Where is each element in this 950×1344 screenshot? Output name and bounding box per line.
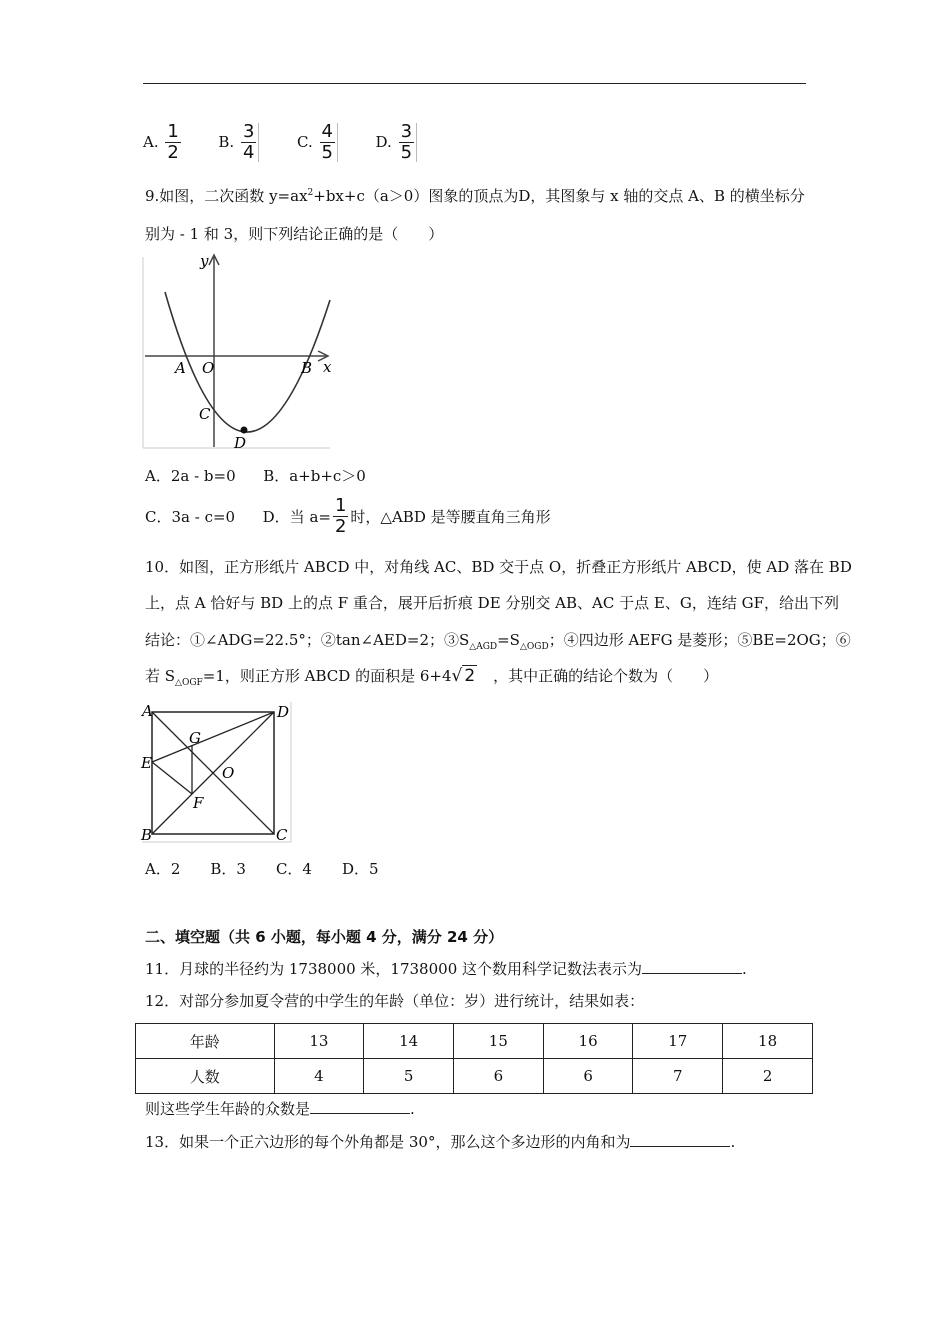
fraction: $\frac{1}{2}$ bbox=[334, 495, 347, 537]
answer-blank[interactable] bbox=[642, 959, 742, 974]
label-o: O bbox=[222, 764, 235, 782]
table-cell: 18 bbox=[723, 1024, 813, 1059]
table-cell: 16 bbox=[543, 1024, 633, 1059]
table-cell: 人数 bbox=[136, 1059, 275, 1094]
table-cell: 5 bbox=[364, 1059, 454, 1094]
label-x: x bbox=[323, 358, 332, 376]
label-a: A bbox=[142, 702, 153, 720]
q12-line: 12．对部分参加夏令营的中学生的年龄（单位：岁）进行统计，结果如表： bbox=[145, 992, 645, 1010]
square-root: √ 2 bbox=[451, 666, 476, 686]
label-e: E bbox=[141, 754, 152, 772]
vertex-point-d bbox=[241, 427, 248, 434]
table-cell: 4 bbox=[274, 1059, 364, 1094]
q10-line2: 上，点 A 恰好与 BD 上的点 F 重合，展开后折痕 DE 分别交 AB、AC 于点 E、G，连结 GF，给出下列 bbox=[145, 594, 839, 612]
table-cell: 6 bbox=[453, 1059, 543, 1094]
q10-line1: 10．如图，正方形纸片 ABCD 中，对角线 AC、BD 交于点 O，折叠正方形纸片 ABCD，使 AD 落在 BD bbox=[145, 558, 852, 576]
age-table bbox=[135, 1023, 813, 1094]
table-cell: 14 bbox=[364, 1024, 454, 1059]
table-cell: 2 bbox=[723, 1059, 813, 1094]
q8-option-c: C. $\frac{4}{5}$ bbox=[297, 133, 345, 151]
segment-ef bbox=[152, 762, 192, 794]
q10-line3: 结论：①∠ADG=22.5°；②tan∠AED=2；$③S_{\triangle AGD}=S_{\triangle OGD}$；④四边形 AEFG 是菱形；⑤BE=2OG；⑥ bbox=[145, 631, 851, 652]
q9-line1: 9.如图，二次函数 $y=ax^2+bx+c(a>0)$图象的顶点为D，其图象与 x 轴的交点 A、B 的横坐标分 bbox=[145, 187, 805, 205]
table-cell: 年龄 bbox=[136, 1024, 275, 1059]
label-f: F bbox=[193, 794, 204, 812]
fraction: $\frac{4}{5}$ bbox=[320, 123, 338, 162]
label-d: D bbox=[277, 703, 290, 721]
label-b: B bbox=[301, 359, 313, 377]
fraction: $\frac{1}{2}$ bbox=[167, 121, 179, 163]
q8-options bbox=[143, 123, 419, 162]
label-c: C bbox=[276, 826, 288, 844]
q9-parabola-graph bbox=[140, 252, 335, 450]
table-cell: 6 bbox=[543, 1059, 633, 1094]
label-d: D bbox=[234, 434, 247, 450]
q8-option-a: A. $\frac{1}{2}$ bbox=[143, 121, 179, 163]
header-rule bbox=[143, 83, 806, 84]
answer-blank[interactable] bbox=[310, 1099, 410, 1114]
table-cell: 7 bbox=[633, 1059, 723, 1094]
table-cell: 15 bbox=[453, 1024, 543, 1059]
q9-options-ab: A．2a - b=0 B．a+b+c＞0 bbox=[145, 467, 366, 485]
q8-option-d: D. $\frac{3}{5}$ bbox=[376, 133, 420, 151]
section-heading: 二、填空题（共 6 小题，每小题 4 分，满分 24 分） bbox=[145, 928, 504, 946]
q10-options: A．2 B．3 C．4 D．5 bbox=[145, 860, 379, 878]
q9-line2: 别为 - 1 和 3，则下列结论正确的是（ ） bbox=[145, 225, 444, 243]
q10-square-figure bbox=[140, 700, 295, 845]
crease-de bbox=[152, 712, 274, 762]
label-a: A bbox=[175, 359, 186, 377]
label-y: y bbox=[200, 252, 209, 270]
label-c: C bbox=[199, 405, 211, 423]
q9-options-cd: C．3a - c=0 D．当 a= $\frac{1}{2}$ 时，△ABD 是等腰直角三角形 bbox=[145, 495, 551, 537]
q13-line: 13．如果一个正六边形的每个外角都是 30°，那么这个多边形的内角和为 . bbox=[145, 1133, 736, 1151]
fraction: $\frac{3}{5}$ bbox=[399, 123, 417, 162]
label-g: G bbox=[189, 729, 201, 747]
fraction: $\frac{3}{4}$ bbox=[241, 123, 259, 162]
label-b: B bbox=[141, 826, 153, 844]
table-cell: 17 bbox=[633, 1024, 723, 1059]
q10-line4: 若 $S_{\triangle OGF}=1$，则正方形 ABCD 的面积是 6+4√ 2 ，其中正确的结论个数为（ ） bbox=[145, 666, 719, 688]
q11-line: 11．月球的半径约为 1738000 米，1738000 这个数用科学记数法表示为 . bbox=[145, 960, 747, 978]
label-o: O bbox=[202, 359, 215, 377]
answer-blank[interactable] bbox=[630, 1132, 730, 1147]
table-row bbox=[136, 1059, 813, 1094]
table-cell: 13 bbox=[274, 1024, 364, 1059]
table-row bbox=[136, 1024, 813, 1059]
q12-after: 则这些学生年龄的众数是 . bbox=[145, 1100, 415, 1118]
q8-option-b: B. $\frac{3}{4}$ bbox=[218, 133, 266, 151]
